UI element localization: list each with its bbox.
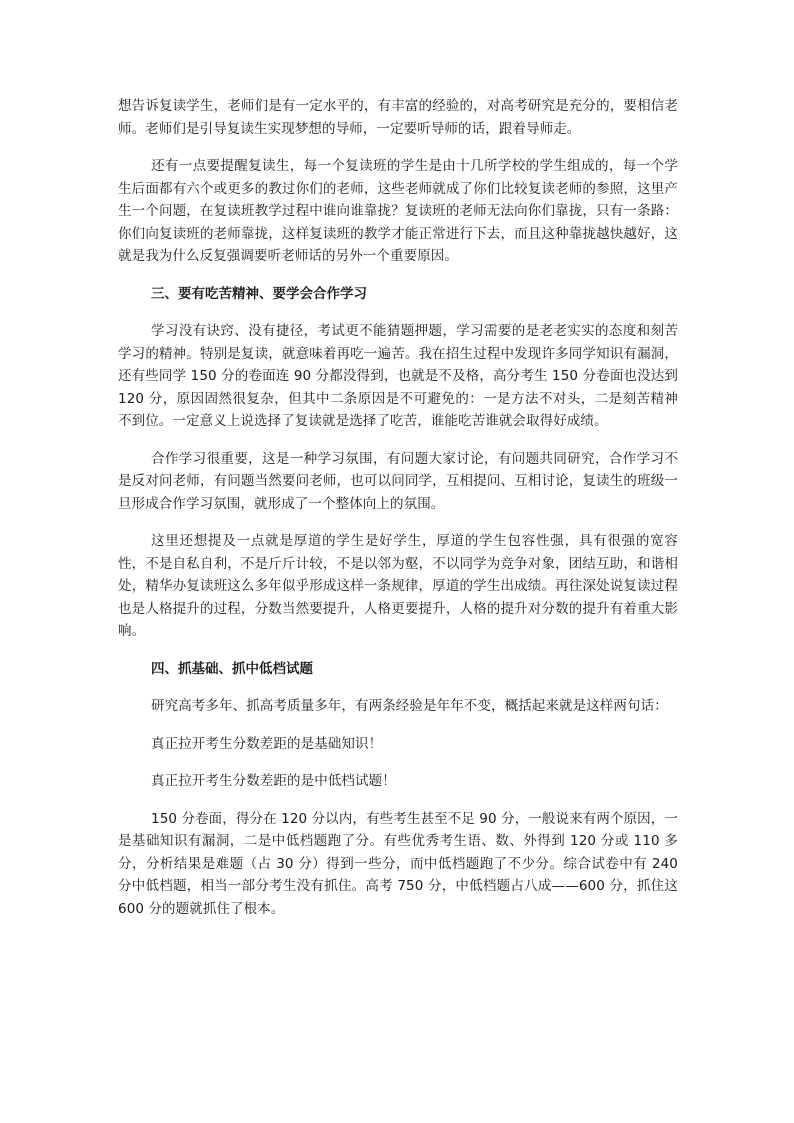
paragraph-2: 还有一点要提醒复读生，每一个复读班的学生是由十几所学校的学生组成的，每一个学生后面都有六个或更多的教过你们的老师，这些老师就成了你们比较复读老师的参照，这里产生一个问题，在复读班教学过程中谁向谁靠拢？复读班的老师无法向你们靠拢，只有一条路：你们向复读班的老师靠拢，这样复读班的教学才能正常进行下去，而且这种靠拢越快越好，这就是我为什么反复强调要听老师话的另外一个重要原因。 <box>118 158 678 264</box>
paragraph-3: 学习没有诀窍、没有捷径，考试更不能猜题押题，学习需要的是老老实实的态度和刻苦学习的精神。特别是复读，就意味着再吃一遍苦。我在招生过程中发现许多同学知识有漏洞，还有些同学 150 分的卷面连 90 分都没得到，也就是不及格，高分考生 150 分卷面也没达到 120 分，原因固然很复杂，但其中二条原因是不可避免的：一是方法不对头，二是刻苦精神不到位。一定意义上说选择了复读就是选择了吃苦，谁能吃苦谁就会取得好成绩。 <box>118 323 678 429</box>
key-statement-1: 真正拉开考生分数差距的是基础知识！ <box>151 735 383 752</box>
paragraph-7: 150 分卷面，得分在 120 分以内，有些考生甚至不足 90 分，一般说来有两个原因，一是基础知识有漏洞，二是中低档题跑了分。有些优秀考生语、数、外得到 120 分或 110 多分，分析结果是难题（占 30 分）得到一些分，而中低档题跑了不少分。综合试卷中有 240 分中低档题，相当一部分考生没有抓住。高考 750 分，中低档题占八成——600 分，抓住这 600 分的题就抓住了根本。 <box>118 810 678 917</box>
document-body <box>118 95 678 920</box>
section-heading-4: 四、抓基础、抓中低档试题 <box>151 660 313 677</box>
paragraph-1: 想告诉复读学生，老师们是有一定水平的，有丰富的经验的，对高考研究是充分的，要相信老师。老师们是引导复读生实现梦想的导师，一定要听导师的话，跟着导师走。 <box>118 98 678 137</box>
section-heading-3: 三、要有吃苦精神、要学会合作学习 <box>151 285 367 302</box>
paragraph-5: 这里还想提及一点就是厚道的学生是好学生，厚道的学生包容性强，具有很强的宽容性，不是自私自利，不是斤斤计较，不是以邻为壑，不以同学为竞争对象，团结互助，和谐相处，精华办复读班这么多年似乎形成这样一条规律，厚道的学生出成绩。再往深处说复读过程也是人格提升的过程，分数当然要提升，人格更要提升，人格的提升对分数的提升有着重大影响。 <box>118 533 678 639</box>
key-statement-2: 真正拉开考生分数差距的是中低档试题！ <box>151 773 396 789</box>
paragraph-4: 合作学习很重要，这是一种学习氛围，有问题大家讨论，有问题共同研究，合作学习不是反对问老师，有问题当然要问老师，也可以问同学，互相提问、互相讨论，复读生的班级一旦形成合作学习氛围，就形成了一个整体向上的氛围。 <box>118 450 678 512</box>
paragraph-6: 研究高考多年、抓高考质量多年，有两条经验是年年不变，概括起来就是这样两句话： <box>151 698 668 714</box>
